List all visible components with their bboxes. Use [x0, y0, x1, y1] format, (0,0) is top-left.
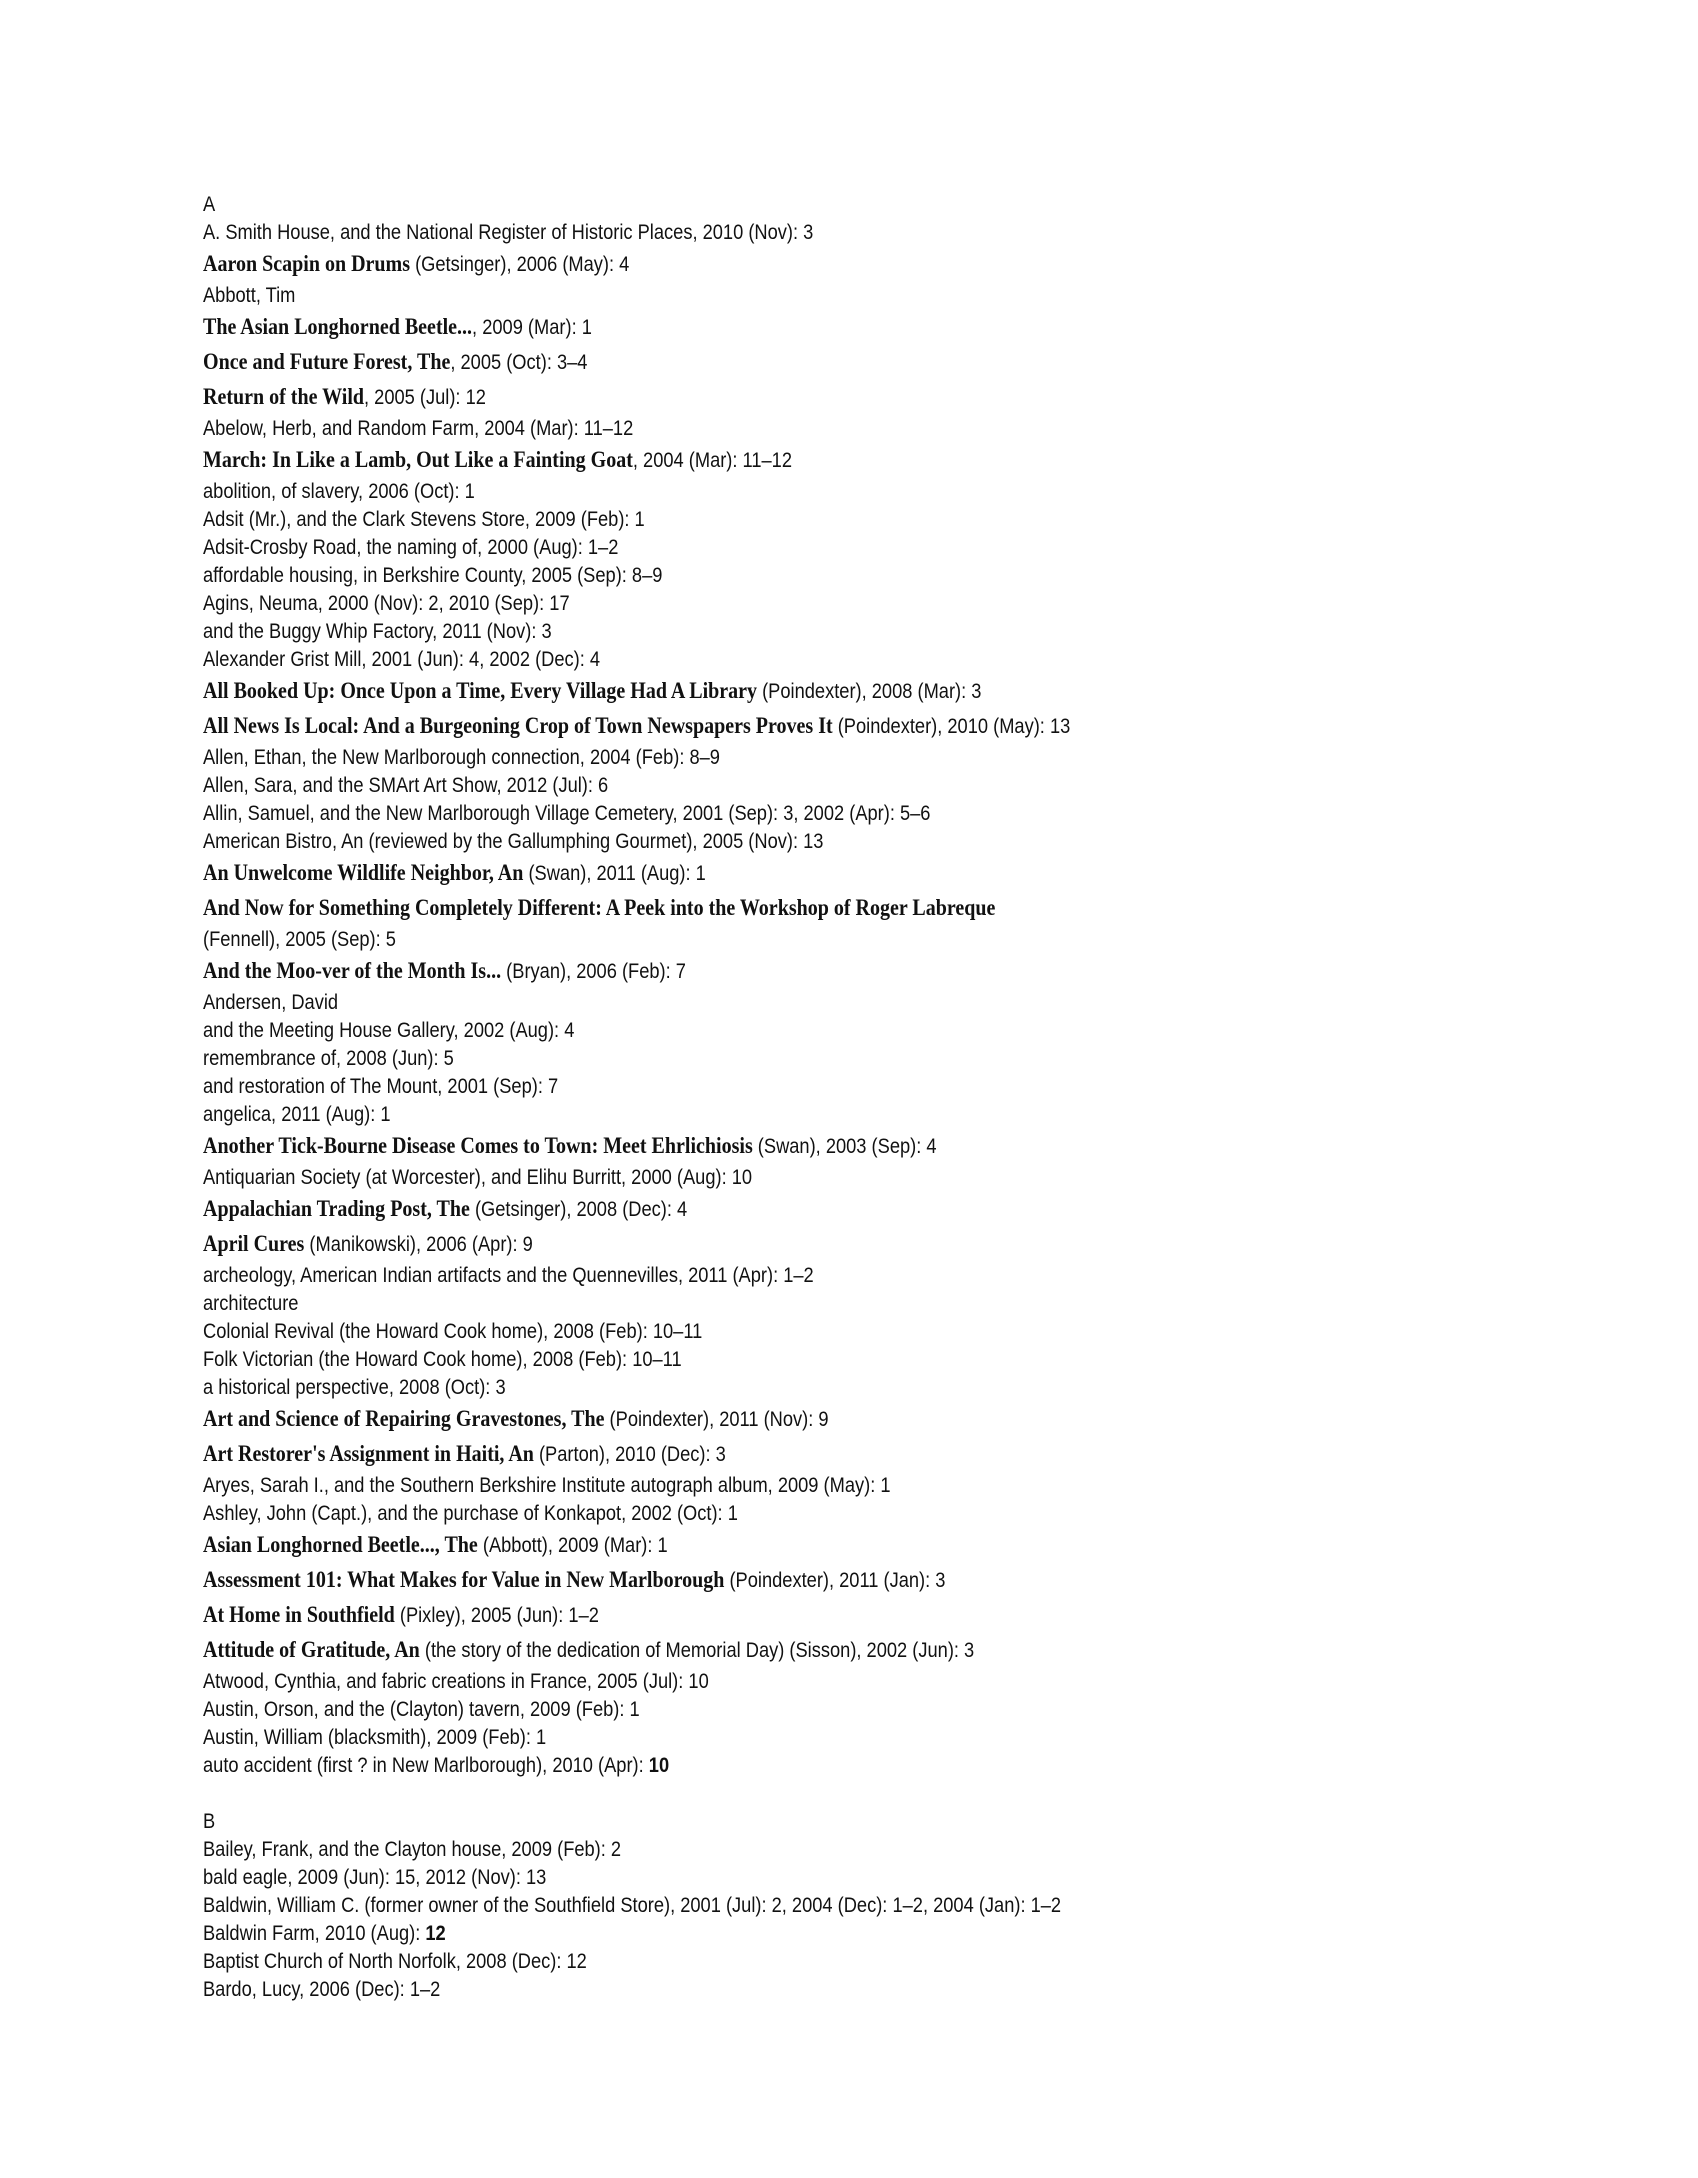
entry-reference: (Poindexter), 2010 (May): 13 [832, 715, 1071, 738]
index-entry: archeology, American Indian artifacts and the Quennevilles, 2011 (Apr): 1–2 [203, 1264, 814, 1287]
index-entry: American Bistro, An (reviewed by the Gallumphing Gourmet), 2005 (Nov): 13 [203, 830, 824, 853]
index-entry [203, 1192, 1438, 1227]
index-entry: Antiquarian Society (at Worcester), and Elihu Burritt, 2000 (Aug): 10 [203, 1166, 753, 1189]
index-entry [203, 1633, 1438, 1668]
article-title: Aaron Scapin on Drums [203, 251, 411, 276]
entry-reference: , 2005 (Jul): 12 [364, 386, 486, 409]
index-entry: and the Meeting House Gallery, 2002 (Aug): 4 [203, 1019, 575, 1042]
index-entry: Agins, Neuma, 2000 (Nov): 2, 2010 (Sep): 17 [203, 592, 570, 615]
article-title: All Booked Up: Once Upon a Time, Every Village Had A Library [203, 678, 758, 703]
index-entry [203, 310, 1438, 345]
index-entry: affordable housing, in Berkshire County, 2005 (Sep): 8–9 [203, 564, 663, 587]
index-entry [203, 1598, 1438, 1633]
article-title: Another Tick-Bourne Disease Comes to Town: Meet Ehrlichiosis [203, 1133, 753, 1158]
index-entry [203, 1920, 1438, 1948]
article-title: And the Moo-ver of the Month Is... [203, 958, 502, 983]
article-title: And Now for Something Completely Different: A Peek into the Workshop of Roger Labreque [203, 895, 996, 920]
index-entry [203, 345, 1438, 380]
article-title: Attitude of Gratitude, An [203, 1637, 420, 1662]
index-entry: angelica, 2011 (Aug): 1 [203, 1103, 391, 1126]
entry-reference: (Abbott), 2009 (Mar): 1 [477, 1534, 668, 1557]
index-entry [203, 891, 1438, 926]
entry-reference: (Swan), 2003 (Sep): 4 [752, 1135, 937, 1158]
page-number-bold: 10 [648, 1754, 670, 1777]
section-letter-a: A [203, 193, 216, 216]
article-title: Art and Science of Repairing Gravestones, The [203, 1406, 605, 1431]
section-letter-b: B [203, 1810, 216, 1833]
index-entry: Allen, Ethan, the New Marlborough connection, 2004 (Feb): 8–9 [203, 746, 720, 769]
index-entry: Baldwin, William C. (former owner of the Southfield Store), 2001 (Jul): 2, 2004 (Dec): 1–2, 2004 (Jan): 1–2 [203, 1894, 1062, 1917]
index-entry: Austin, Orson, and the (Clayton) tavern, 2009 (Feb): 1 [203, 1698, 640, 1721]
index-entry [203, 1752, 1438, 1780]
index-entry [203, 1402, 1438, 1437]
index-entry: and the Buggy Whip Factory, 2011 (Nov): 3 [203, 620, 552, 643]
article-title: Asian Longhorned Beetle..., The [203, 1532, 478, 1557]
index-entry: Folk Victorian (the Howard Cook home), 2008 (Feb): 10–11 [203, 1348, 682, 1371]
entry-reference: Baldwin Farm, 2010 (Aug): [203, 1922, 426, 1945]
entry-reference: auto accident (first ? in New Marlborough), 2010 (Apr): [203, 1754, 649, 1777]
index-entry: A. Smith House, and the National Register of Historic Places, 2010 (Nov): 3 [203, 221, 814, 244]
entry-reference: (Getsinger), 2008 (Dec): 4 [469, 1198, 688, 1221]
index-entry: Austin, William (blacksmith), 2009 (Feb): 1 [203, 1726, 547, 1749]
section-spacer [203, 1780, 1623, 1808]
index-entry: architecture [203, 1292, 299, 1315]
index-entry: Aryes, Sarah I., and the Southern Berkshire Institute autograph album, 2009 (May): 1 [203, 1474, 891, 1497]
article-title: Art Restorer's Assignment in Haiti, An [203, 1441, 534, 1466]
index-entry [203, 443, 1438, 478]
entry-reference: (Parton), 2010 (Dec): 3 [533, 1443, 726, 1466]
entry-reference: (Manikowski), 2006 (Apr): 9 [304, 1233, 533, 1256]
index-entry: bald eagle, 2009 (Jun): 15, 2012 (Nov): 13 [203, 1866, 547, 1889]
entry-reference: , 2004 (Mar): 11–12 [632, 449, 793, 472]
index-entry: Atwood, Cynthia, and fabric creations in France, 2005 (Jul): 10 [203, 1670, 709, 1693]
index-entry: Andersen, David [203, 991, 339, 1014]
index-entry: Abbott, Tim [203, 284, 296, 307]
index-entry [203, 856, 1438, 891]
index-entry [203, 674, 1438, 709]
index-entry: Ashley, John (Capt.), and the purchase of Konkapot, 2002 (Oct): 1 [203, 1502, 738, 1525]
index-entry-continuation: (Fennell), 2005 (Sep): 5 [203, 928, 396, 951]
index-entry: and restoration of The Mount, 2001 (Sep): 7 [203, 1075, 559, 1098]
entry-reference: (Poindexter), 2011 (Nov): 9 [604, 1408, 829, 1431]
index-entry: a historical perspective, 2008 (Oct): 3 [203, 1376, 506, 1399]
article-title: Once and Future Forest, The [203, 349, 451, 374]
entry-reference: , 2009 (Mar): 1 [472, 316, 592, 339]
index-entry: Abelow, Herb, and Random Farm, 2004 (Mar): 11–12 [203, 417, 634, 440]
index-entry: Colonial Revival (the Howard Cook home), 2008 (Feb): 10–11 [203, 1320, 703, 1343]
entry-reference: (Getsinger), 2006 (May): 4 [410, 253, 630, 276]
index-entry [203, 380, 1438, 415]
index-entry [203, 1129, 1438, 1164]
entry-reference: (Pixley), 2005 (Jun): 1–2 [394, 1604, 599, 1627]
index-entry: Bardo, Lucy, 2006 (Dec): 1–2 [203, 1978, 441, 2001]
index-entry [203, 247, 1438, 282]
index-entry: Bailey, Frank, and the Clayton house, 2009 (Feb): 2 [203, 1838, 622, 1861]
article-title: Appalachian Trading Post, The [203, 1196, 470, 1221]
index-entry: Allin, Samuel, and the New Marlborough Village Cemetery, 2001 (Sep): 3, 2002 (Apr): 5–6 [203, 802, 931, 825]
entry-reference: , 2005 (Oct): 3–4 [450, 351, 588, 374]
article-title: March: In Like a Lamb, Out Like a Fainting Goat [203, 447, 633, 472]
article-title: An Unwelcome Wildlife Neighbor, An [203, 860, 524, 885]
index-entry [203, 709, 1438, 744]
index-entry: Alexander Grist Mill, 2001 (Jun): 4, 2002 (Dec): 4 [203, 648, 601, 671]
index-entry: Adsit-Crosby Road, the naming of, 2000 (Aug): 1–2 [203, 536, 619, 559]
index-entry: Baptist Church of North Norfolk, 2008 (Dec): 12 [203, 1950, 587, 1973]
entry-reference: (Bryan), 2006 (Feb): 7 [501, 960, 686, 983]
index-entry: Allen, Sara, and the SMArt Art Show, 2012 (Jul): 6 [203, 774, 609, 797]
index-entry: remembrance of, 2008 (Jun): 5 [203, 1047, 454, 1070]
index-entry: Adsit (Mr.), and the Clark Stevens Store, 2009 (Feb): 1 [203, 508, 645, 531]
article-title: Return of the Wild [203, 384, 365, 409]
index-entry [203, 1528, 1438, 1563]
article-title: The Asian Longhorned Beetle... [203, 314, 473, 339]
article-title: At Home in Southfield [203, 1602, 395, 1627]
entry-reference: (Swan), 2011 (Aug): 1 [523, 862, 706, 885]
article-title: All News Is Local: And a Burgeoning Crop of Town Newspapers Proves It [203, 713, 833, 738]
index-entry [203, 1437, 1438, 1472]
entry-reference: (Poindexter), 2008 (Mar): 3 [757, 680, 982, 703]
entry-reference: (the story of the dedication of Memorial Day) (Sisson), 2002 (Jun): 3 [419, 1639, 975, 1662]
article-title: April Cures [203, 1231, 305, 1256]
index-page [203, 191, 1623, 2004]
index-entry: abolition, of slavery, 2006 (Oct): 1 [203, 480, 475, 503]
index-entry [203, 954, 1438, 989]
page-number-bold: 12 [425, 1922, 446, 1945]
article-title: Assessment 101: What Makes for Value in New Marlborough [203, 1567, 725, 1592]
entry-reference: (Poindexter), 2011 (Jan): 3 [724, 1569, 946, 1592]
index-entry [203, 1227, 1438, 1262]
index-entry [203, 1563, 1438, 1598]
